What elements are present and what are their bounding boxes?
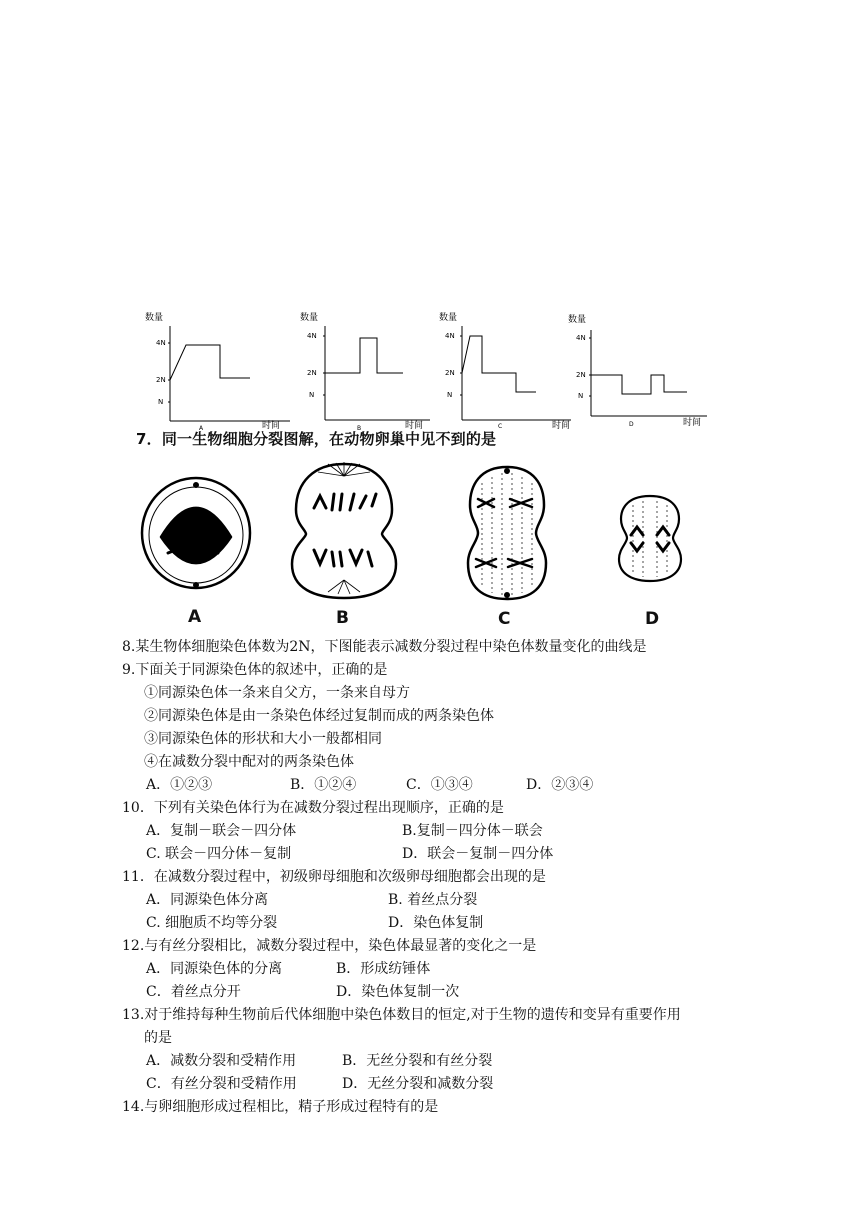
chart-c-tick-n: N	[447, 391, 453, 399]
cell-b-label: B	[336, 608, 349, 628]
chart-d-letter: D	[629, 421, 634, 428]
question-9-stem: 9.下面关于同源染色体的叙述中，正确的是	[122, 662, 388, 678]
question-9-option-d: D．②③④	[526, 777, 594, 793]
question-9-option-b: B．①②④	[290, 777, 357, 793]
question-13-option-b: B．无丝分裂和有丝分裂	[342, 1053, 493, 1069]
question-13-options-row1	[122, 1050, 752, 1073]
cell-a-label: A	[188, 607, 202, 627]
question-9-item-1: ①同源染色体一条来自父方，一条来自母方	[144, 685, 410, 701]
question-9-option-c: C．①③④	[406, 777, 473, 793]
chart-b	[295, 308, 440, 434]
chart-b-letter: B	[357, 425, 362, 430]
question-11-options-row1	[122, 889, 752, 912]
question-12-option-a: A．同源染色体的分离	[146, 961, 283, 977]
question-13-stem-cont: 的是	[144, 1030, 172, 1046]
question-13-option-c: C．有丝分裂和受精作用	[146, 1076, 297, 1092]
question-13-stem: 13.对于维持每种生物前后代体细胞中染色体数目的恒定,对于生物的遗传和变异有重要作用	[122, 1007, 681, 1023]
chart-a-ylabel: 数量	[145, 313, 164, 323]
question-10-option-c: C. 联会－四分体－复制	[146, 846, 292, 862]
chart-a-xlabel: 时间	[262, 421, 281, 430]
chart-row	[0, 300, 860, 430]
question-12-option-b: B．形成纺锤体	[336, 961, 431, 977]
chart-b-tick-4n: 4N	[307, 332, 317, 340]
question-12-option-c: C．着丝点分开	[146, 984, 241, 1000]
question-12-stem: 12.与有丝分裂相比，减数分裂过程中，染色体最显著的变化之一是	[122, 938, 537, 954]
question-8: 8.某生物体细胞染色体数为2N，下图能表示减数分裂过程中染色体数量变化的曲线是	[122, 639, 647, 655]
chart-b-tick-2n: 2N	[307, 369, 317, 377]
cell-a-figure	[138, 475, 254, 627]
cell-c-figure	[462, 463, 552, 629]
question-12-option-d: D．染色体复制一次	[336, 984, 460, 1000]
chart-d-xlabel: 时间	[683, 418, 702, 428]
chart-c-ylabel: 数量	[439, 313, 458, 323]
question-13-options-row2	[122, 1073, 752, 1096]
question-13-option-d: D．无丝分裂和减数分裂	[342, 1076, 494, 1092]
question-12-options-row2	[122, 981, 752, 1004]
question-10-option-b: B.复制－四分体－联会	[402, 823, 543, 839]
chart-d	[565, 308, 715, 434]
cell-d-label: D	[645, 609, 660, 629]
question-11-options-row2	[122, 912, 752, 935]
chart-b-tick-n: N	[309, 391, 315, 399]
question-10-options-row2	[122, 843, 752, 866]
chart-b-xlabel: 时间	[405, 421, 424, 430]
chart-d-tick-n: N	[578, 392, 584, 400]
question-11-option-a: A．同源染色体分离	[146, 892, 269, 908]
question-9-item-3: ③同源染色体的形状和大小一般都相同	[144, 731, 382, 747]
question-11-option-b: B. 着丝点分裂	[388, 892, 478, 908]
chart-d-tick-2n: 2N	[576, 371, 586, 379]
chart-a	[140, 308, 300, 434]
chart-a-letter: A	[199, 425, 204, 430]
chart-c-tick-4n: 4N	[445, 332, 455, 340]
question-11-stem: 11．在减数分裂过程中，初级卵母细胞和次级卵母细胞都会出现的是	[122, 869, 546, 885]
question-14: 14.与卵细胞形成过程相比，精子形成过程特有的是	[122, 1099, 439, 1115]
question-list	[122, 636, 752, 1119]
question-7: 7．同一生物细胞分裂图解，在动物卵巢中见不到的是	[136, 430, 497, 448]
chart-c-tick-2n: 2N	[445, 369, 455, 377]
question-11-option-d: D．染色体复制	[388, 915, 484, 931]
cell-d-figure	[615, 493, 685, 629]
question-10-stem: 10．下列有关染色体行为在减数分裂过程出现顺序，正确的是	[122, 800, 504, 816]
chart-a-tick-4n: 4N	[156, 339, 166, 347]
chart-c-xlabel: 时间	[552, 421, 571, 430]
cell-c-label: C	[498, 609, 511, 629]
chart-a-tick-2n: 2N	[156, 376, 166, 384]
question-10-option-a: A．复制－联会－四分体	[146, 823, 297, 839]
cell-b-figure	[288, 460, 400, 628]
cell-division-figures	[0, 455, 860, 635]
question-9-item-4: ④在减数分裂中配对的两条染色体	[144, 754, 354, 770]
question-11-option-c: C. 细胞质不均等分裂	[146, 915, 278, 931]
chart-d-tick-4n: 4N	[576, 334, 586, 342]
question-10-option-d: D．联会－复制－四分体	[402, 846, 554, 862]
chart-b-ylabel: 数量	[300, 313, 319, 323]
question-13-option-a: A．减数分裂和受精作用	[146, 1053, 297, 1069]
chart-c	[436, 308, 584, 434]
question-12-options-row1	[122, 958, 752, 981]
question-9-options	[122, 774, 752, 797]
chart-a-tick-n: N	[158, 398, 164, 406]
chart-d-ylabel: 数量	[568, 315, 587, 325]
question-10-options-row1	[122, 820, 752, 843]
chart-c-letter: C	[498, 423, 503, 430]
question-9-item-2: ②同源染色体是由一条染色体经过复制而成的两条染色体	[144, 708, 494, 724]
question-9-option-a: A．①②③	[146, 777, 213, 793]
